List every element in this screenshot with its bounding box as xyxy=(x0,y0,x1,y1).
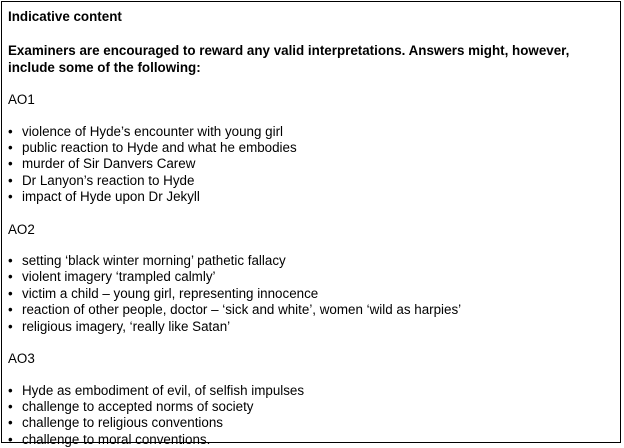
list-item xyxy=(8,383,616,399)
section-label-ao1: AO1 xyxy=(8,92,616,108)
bullet-icon: • xyxy=(8,269,13,285)
bullet-icon: • xyxy=(8,286,13,302)
list-item xyxy=(8,302,616,318)
bullet-icon: • xyxy=(8,173,13,189)
ao3-list xyxy=(8,383,616,448)
list-item-text: challenge to religious conventions xyxy=(22,415,223,430)
list-item-text: impact of Hyde upon Dr Jekyll xyxy=(22,189,200,204)
bullet-icon: • xyxy=(8,140,13,156)
indicative-content-box xyxy=(1,1,621,443)
bullet-icon: • xyxy=(8,189,13,205)
list-item xyxy=(8,286,616,302)
list-item-text: violent imagery ‘trampled calmly’ xyxy=(22,269,215,284)
bullet-icon: • xyxy=(8,399,13,415)
list-item-text: victim a child – young girl, representing innocence xyxy=(22,286,318,301)
list-item xyxy=(8,173,616,189)
list-item xyxy=(8,140,616,156)
list-item-text: violence of Hyde’s encounter with young girl xyxy=(22,124,283,139)
list-item xyxy=(8,415,616,431)
list-item xyxy=(8,319,616,335)
list-item xyxy=(8,399,616,415)
bullet-icon: • xyxy=(8,156,13,172)
section-label-ao2: AO2 xyxy=(8,222,616,238)
list-item-text: religious imagery, ‘really like Satan’ xyxy=(22,319,230,334)
bullet-icon: • xyxy=(8,383,13,399)
intro-text: Examiners are encouraged to reward any valid interpretations. Answers might, however, include some of the following: xyxy=(8,43,616,76)
list-item xyxy=(8,156,616,172)
bullet-icon: • xyxy=(8,124,13,140)
list-item-text: challenge to moral conventions. xyxy=(22,432,210,447)
list-item-text: Hyde as embodiment of evil, of selfish impulses xyxy=(22,383,304,398)
bullet-icon: • xyxy=(8,415,13,431)
list-item-text: setting ‘black winter morning’ pathetic fallacy xyxy=(22,253,286,268)
list-item xyxy=(8,432,616,448)
content-area xyxy=(8,9,616,448)
bullet-icon: • xyxy=(8,253,13,269)
list-item xyxy=(8,189,616,205)
list-item-text: Dr Lanyon’s reaction to Hyde xyxy=(22,173,194,188)
list-item-text: reaction of other people, doctor – ‘sick and white’, women ‘wild as harpies’ xyxy=(22,302,461,317)
list-item xyxy=(8,269,616,285)
list-item-text: murder of Sir Danvers Carew xyxy=(22,156,195,171)
ao1-list xyxy=(8,124,616,206)
list-item xyxy=(8,124,616,140)
bullet-icon: • xyxy=(8,319,13,335)
heading: Indicative content xyxy=(8,9,616,25)
list-item-text: public reaction to Hyde and what he embodies xyxy=(22,140,297,155)
bullet-icon: • xyxy=(8,302,13,318)
list-item xyxy=(8,253,616,269)
list-item-text: challenge to accepted norms of society xyxy=(22,399,254,414)
section-label-ao3: AO3 xyxy=(8,351,616,367)
ao2-list xyxy=(8,253,616,335)
bullet-icon: • xyxy=(8,432,13,448)
